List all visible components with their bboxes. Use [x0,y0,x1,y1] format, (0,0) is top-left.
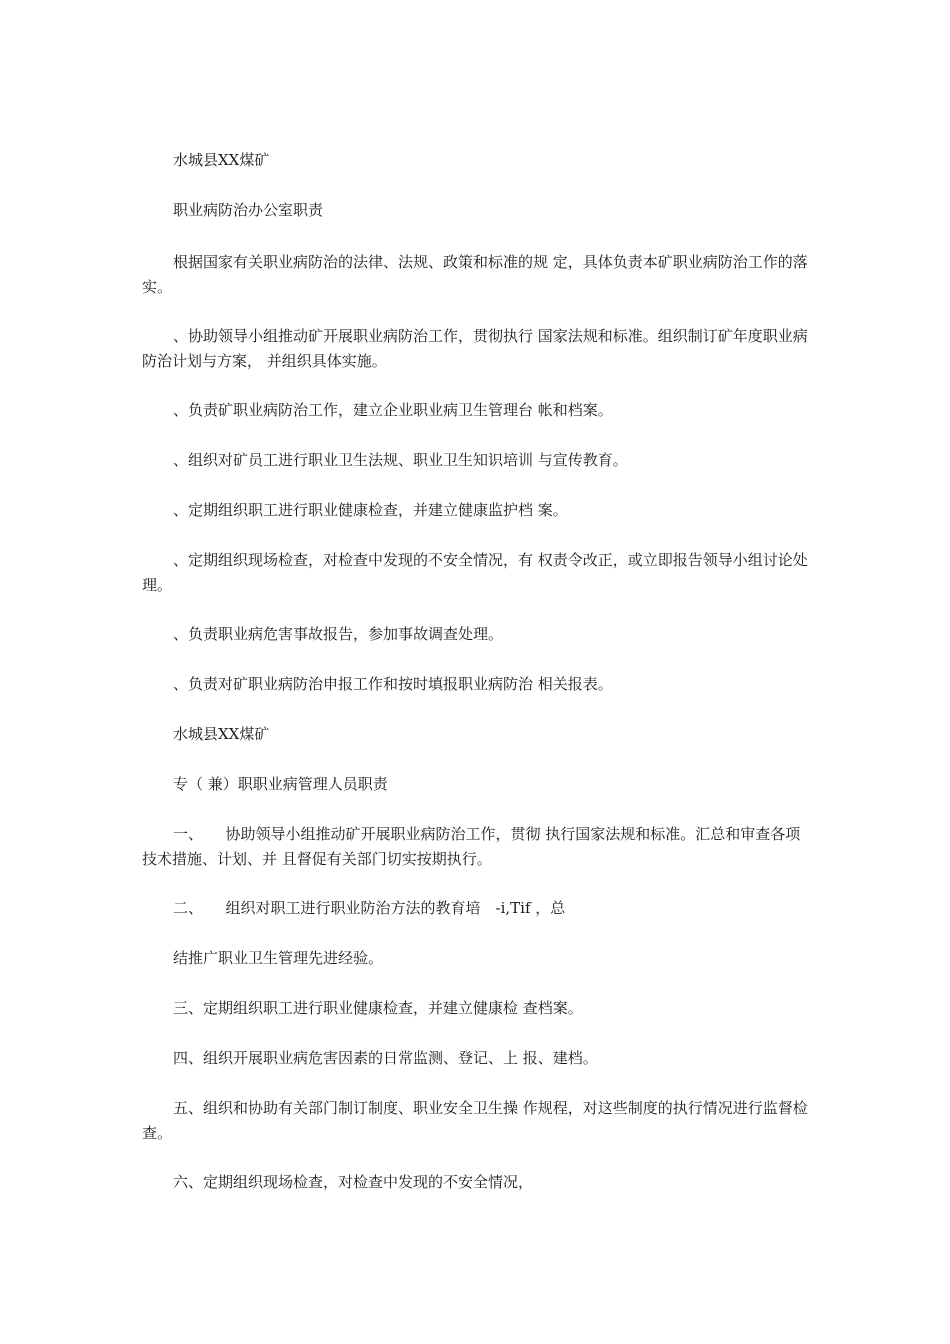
staff-duty-2: 二、 组织对职工进行职业防治方法的教育培 -i,Tif ，总 [173,899,566,917]
org-heading-2: 水城县XX煤矿 [173,725,270,743]
staff-duty-5: 五、组织和协助有关部门制订制度、职业安全卫生操 作规程，对这些制度的执行情况进行监督检查。 [142,1099,808,1142]
staff-duty-4: 四、组织开展职业病危害因素的日常监测、登记、上 报、建档。 [173,1049,598,1067]
duty-item-1: 、协助领导小组推动矿开展职业病防治工作，贯彻执行 国家法规和标准。组织制订矿年度职业病防治计划与方案， 并组织具体实施。 [142,327,808,370]
duty-item-6: 、负责职业病危害事故报告，参加事故调查处理。 [173,625,504,643]
staff-duty-1: 一、 协助领导小组推动矿开展职业病防治工作，贯彻 执行国家法规和标准。汇总和审查各项技术措施、计划、并 且督促有关部门切实按期执行。 [142,825,801,868]
staff-duty-3: 三、定期组织职工进行职业健康检查，并建立健康检 查档案。 [173,999,583,1017]
section-title-1: 职业病防治办公室职责 [173,201,324,219]
staff-duty-6: 六、定期组织现场检查，对检查中发现的不安全情况， [173,1173,534,1191]
duty-item-7: 、负责对矿职业病防治申报工作和按时填报职业病防治 相关报表。 [173,675,613,693]
duty-item-3: 、组织对矿员工进行职业卫生法规、职业卫生知识培训 与宣传教育。 [173,451,628,469]
intro-paragraph: 根据国家有关职业病防治的法律、法规、政策和标准的规 定，具体负责本矿职业病防治工作的落实。 [142,253,808,296]
section-title-2: 专（ 兼）职职业病管理人员职责 [173,775,388,793]
duty-item-5: 、定期组织现场检查，对检查中发现的不安全情况，有 权责令改正，或立即报告领导小组讨论处理。 [142,551,808,594]
org-heading-1: 水城县XX煤矿 [173,151,270,169]
staff-duty-2-continued: 结推广职业卫生管理先进经验。 [173,949,384,967]
duty-item-4: 、定期组织职工进行职业健康检查，并建立健康监护档 案。 [173,501,568,519]
duty-item-2: 、负责矿职业病防治工作，建立企业职业病卫生管理台 帐和档案。 [173,401,613,419]
